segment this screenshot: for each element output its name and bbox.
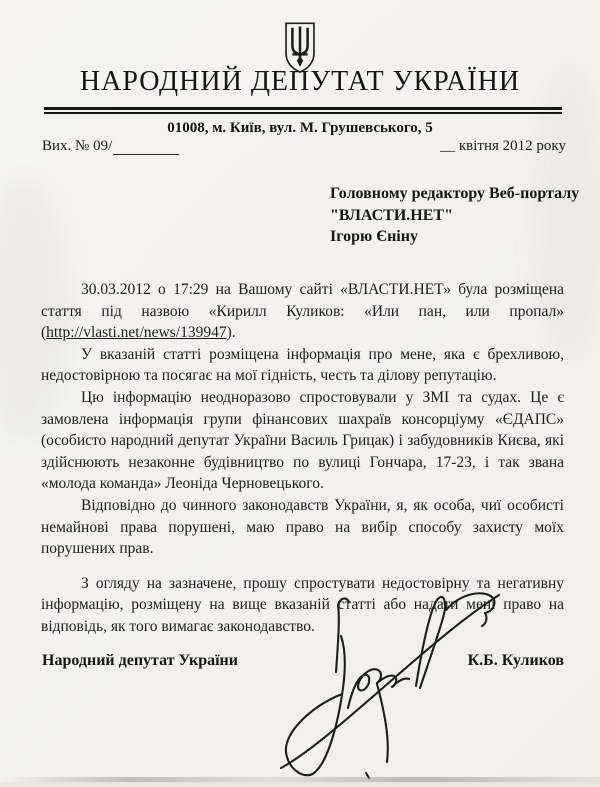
outgoing-number: [42, 138, 179, 155]
recipient-block: [330, 183, 579, 248]
paragraph-1-end: ).: [226, 324, 236, 342]
paragraph-1: [41, 279, 564, 344]
paragraph-1-text: 30.03.2012 о 17:29 на Вашому сайті «ВЛАСТИ.НЕТ» була розміщена стаття під назвою «Кирилл Куликов: «Или пан, или пропал» (: [41, 281, 564, 342]
recipient-line: "ВЛАСТИ.НЕТ": [330, 206, 453, 224]
recipient-line: Головному редактору Веб-порталу: [330, 185, 580, 202]
article-url: http://vlasti.net/news/139947: [46, 324, 227, 342]
date-line: __ квітня 2012 року: [440, 138, 566, 154]
signoff-row: [42, 652, 564, 670]
outgoing-number-blank: [113, 139, 179, 155]
outgoing-number-label: Вих. № 09/: [42, 138, 113, 154]
paragraph-5: З огляду на зазначене, прошу спростувати недостовірну та негативну інформацію, розміщену на вище вказаній статті або надати мені право на відповідь, як того вимагає законодавство.: [41, 574, 564, 635]
recipient-line: Ігорю Єніну: [330, 228, 418, 245]
letterhead-divider: [44, 107, 562, 114]
signoff-position: Народний депутат України: [42, 652, 238, 669]
paragraph-3: Цю інформацію неодноразово спростовували у ЗМІ та судах. Це є замовлена інформація групи фінансових шахраїв консорціуму «ЄДАПС» (особисто народний депутат України Василь Грицак) і забудовників Києва, які здійснюють незаконне будівництво по вулиці Гончара, 17-23, і так звана «молода команда» Леоніда Черновецького.: [41, 388, 564, 493]
reference-line: [42, 138, 566, 155]
letter-body: [41, 279, 564, 638]
scan-edge-artifact: [0, 777, 600, 782]
paragraph-4: Відповідно до чинного законодавств України, я, як особа, чиї особисті немайнові права порушені, маю право на вибір способу захисту моїх порушених прав.: [41, 496, 564, 558]
letterhead-address: 01008, м. Київ, вул. М. Грушевського, 5: [167, 120, 433, 136]
paragraph-2: У вказаній статті розміщена інформація про мене, яка є брехливою, недостовірною та посягає на мої гідність, честь та ділову репутацію.: [41, 345, 564, 385]
letterhead-title: НАРОДНИЙ ДЕПУТАТ УКРАЇНИ: [79, 66, 521, 97]
signoff-name: К.Б. Куликов: [467, 652, 564, 669]
